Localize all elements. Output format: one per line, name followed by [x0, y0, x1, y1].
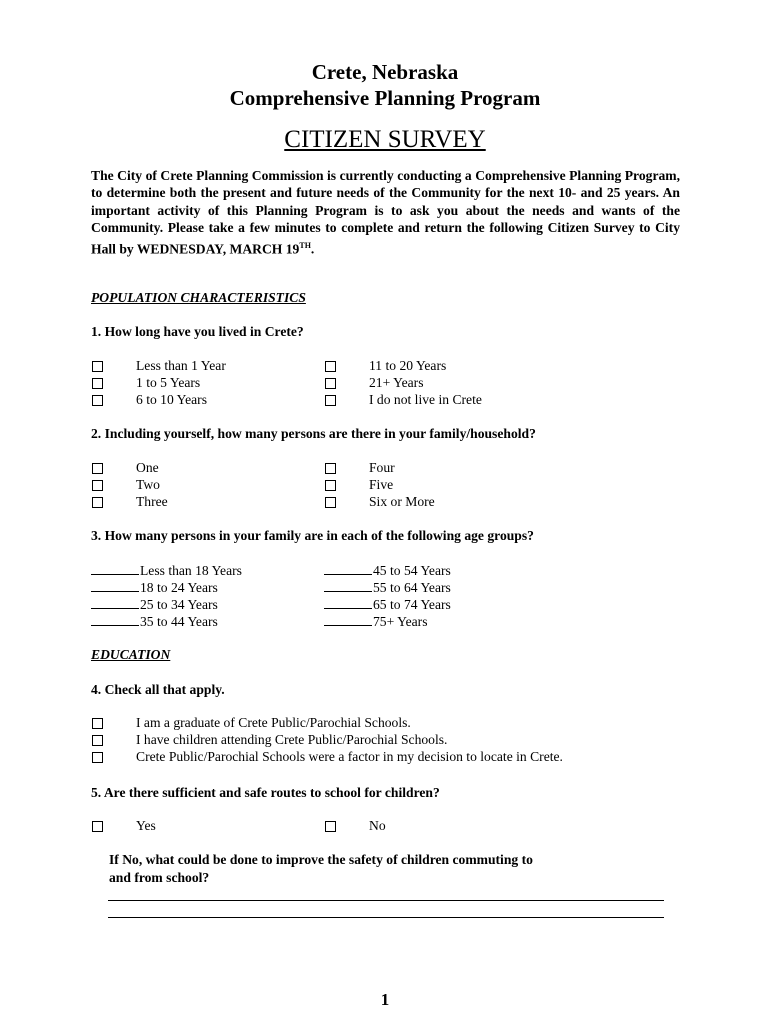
checkbox-q2-right-1[interactable] [325, 480, 336, 491]
age-group-label: 25 to 34 Years [140, 597, 218, 612]
count-blank-field[interactable] [324, 579, 372, 592]
question-2: 2. Including yourself, how many persons are there in your family/household? [91, 426, 536, 441]
option-label: 11 to 20 Years [369, 358, 447, 373]
age-group-label: 65 to 74 Years [373, 597, 451, 612]
checkbox-q1-right-0[interactable] [325, 361, 336, 372]
question-3: 3. How many persons in your family are in each of the following age groups? [91, 528, 534, 543]
count-blank-field[interactable] [324, 613, 372, 626]
option-label: I have children attending Crete Public/Parochial Schools. [136, 732, 448, 747]
checkbox-q5-yes[interactable] [92, 821, 103, 832]
checkbox-q2-left-0[interactable] [92, 463, 103, 474]
checkbox-q2-left-1[interactable] [92, 480, 103, 491]
question-4: 4. Check all that apply. [91, 682, 225, 697]
answer-line[interactable] [108, 900, 664, 901]
option-label: Six or More [369, 494, 435, 509]
count-blank-field[interactable] [91, 579, 139, 592]
option-label: 21+ Years [369, 375, 424, 390]
age-group-row [324, 579, 451, 596]
checkbox-q2-left-2[interactable] [92, 497, 103, 508]
section-heading-population: POPULATION CHARACTERISTICS [91, 290, 306, 305]
option-label: Two [136, 477, 160, 492]
count-blank-field[interactable] [91, 596, 139, 609]
option-label: Three [136, 494, 168, 509]
checkbox-q1-left-2[interactable] [92, 395, 103, 406]
checkbox-q2-right-2[interactable] [325, 497, 336, 508]
count-blank-field[interactable] [324, 596, 372, 609]
age-group-label: 55 to 64 Years [373, 580, 451, 595]
option-label: 6 to 10 Years [136, 392, 207, 407]
age-group-row [324, 596, 451, 613]
intro-suffix: TH [299, 240, 311, 250]
followup-question-line2: and from school? [109, 870, 210, 885]
checkbox-q1-left-0[interactable] [92, 361, 103, 372]
count-blank-field[interactable] [324, 562, 372, 575]
option-label-no: No [369, 818, 386, 833]
option-label: I do not live in Crete [369, 392, 482, 407]
followup-question-line1: If No, what could be done to improve the safety of children commuting to [109, 852, 533, 867]
document-title-city: Crete, Nebraska [311, 60, 459, 84]
option-label: Crete Public/Parochial Schools were a factor in my decision to locate in Crete. [136, 749, 563, 764]
checkbox-q2-right-0[interactable] [325, 463, 336, 474]
section-heading-education: EDUCATION [91, 647, 171, 662]
question-5: 5. Are there sufficient and safe routes to school for children? [91, 785, 440, 800]
age-group-row [91, 613, 218, 630]
document-title-program: Comprehensive Planning Program [229, 86, 541, 110]
checkbox-q4-1[interactable] [92, 735, 103, 746]
answer-line[interactable] [108, 917, 664, 918]
age-group-label: 45 to 54 Years [373, 563, 451, 578]
option-label: I am a graduate of Crete Public/Parochial Schools. [136, 715, 411, 730]
checkbox-q5-no[interactable] [325, 821, 336, 832]
count-blank-field[interactable] [91, 562, 139, 575]
checkbox-q1-right-1[interactable] [325, 378, 336, 389]
age-group-label: 75+ Years [373, 614, 428, 629]
age-group-row [91, 579, 218, 596]
page-number: 1 [380, 990, 390, 1009]
age-group-label: 18 to 24 Years [140, 580, 218, 595]
checkbox-q4-0[interactable] [92, 718, 103, 729]
intro-paragraph [91, 167, 680, 258]
option-label-yes: Yes [136, 818, 156, 833]
checkbox-q4-2[interactable] [92, 752, 103, 763]
age-group-label: Less than 18 Years [140, 563, 242, 578]
count-blank-field[interactable] [91, 613, 139, 626]
age-group-row [324, 613, 428, 630]
intro-text: The City of Crete Planning Commission is currently conducting a Comprehensive Planning Program, to determine both the present and future needs of the Community for the next 10- and 25 years. An important activity of this Planning Program is to ask you about the needs and wants of the Community. Please take a few minutes to complete and return the following Citizen Survey to City Hall by WEDNESDAY, MARCH 19 [91, 168, 680, 257]
option-label: Less than 1 Year [136, 358, 226, 373]
age-group-row [324, 562, 451, 579]
checkbox-q1-left-1[interactable] [92, 378, 103, 389]
option-label: One [136, 460, 159, 475]
age-group-row [91, 562, 242, 579]
option-label: Five [369, 477, 394, 492]
question-1: 1. How long have you lived in Crete? [91, 324, 304, 339]
age-group-row [91, 596, 218, 613]
age-group-label: 35 to 44 Years [140, 614, 218, 629]
option-label: 1 to 5 Years [136, 375, 201, 390]
checkbox-q1-right-2[interactable] [325, 395, 336, 406]
page-title: CITIZEN SURVEY [284, 126, 486, 153]
option-label: Four [369, 460, 395, 475]
intro-end: . [310, 241, 315, 257]
